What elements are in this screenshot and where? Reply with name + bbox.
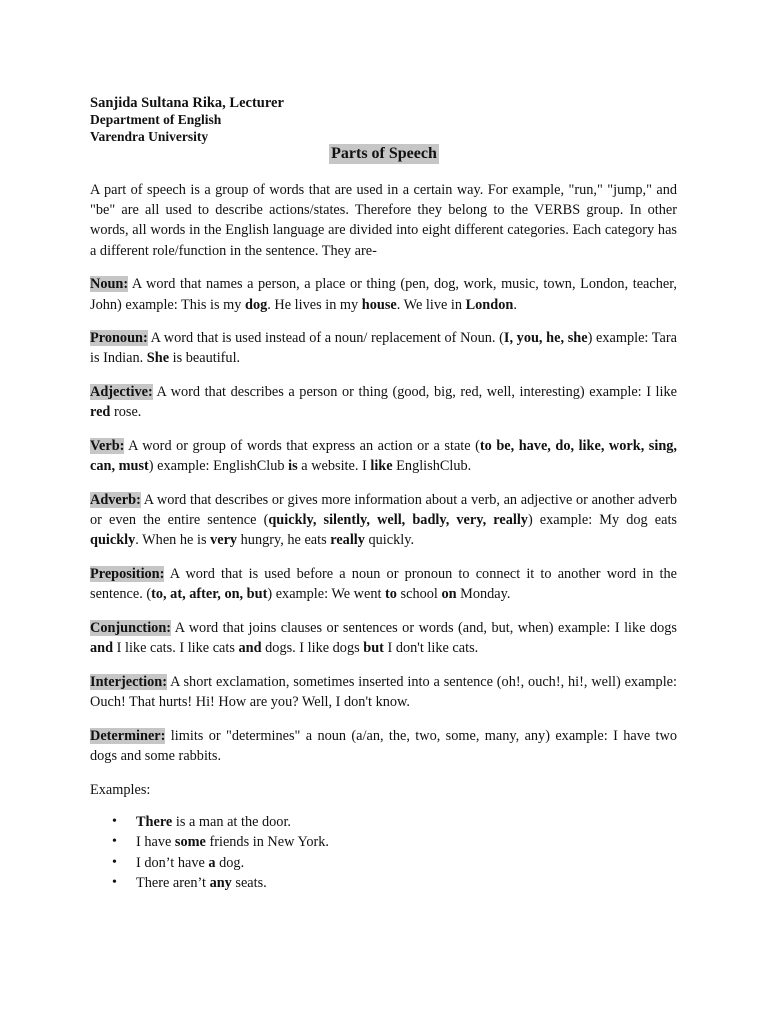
text-run: . <box>513 296 517 313</box>
examples-list <box>90 812 677 894</box>
text-run: . When he is <box>135 532 211 549</box>
bold-text: red <box>90 404 111 421</box>
text-run: ) example: My dog eats <box>527 512 677 529</box>
definition-paragraph <box>90 564 677 604</box>
definition-paragraph <box>90 382 677 422</box>
text-run: ) example: EnglishClub <box>148 458 289 475</box>
bold-text: really <box>330 532 365 549</box>
text-run: A word that describes a person or thing (good, big, red, well, interesting) example: I like <box>152 384 677 401</box>
text-run: A word that names a person, a place or thing (pen, dog, work, music, town, London, teacher, John) example: This is my <box>90 276 677 313</box>
document-body <box>90 180 677 894</box>
example-item <box>90 853 677 874</box>
definition-paragraph <box>90 490 677 551</box>
bullet-icon: • <box>112 813 117 829</box>
term-label: Pronoun: <box>90 330 148 347</box>
text-run: There aren’t <box>136 875 210 892</box>
text-run: limits or "determines" a noun (a/an, the, two, some, many, any) example: I have two dogs and some rabbits. <box>90 727 677 764</box>
bold-text: quickly <box>90 532 136 549</box>
text-run: hungry, he eats <box>237 532 331 549</box>
bold-text: but <box>363 640 384 657</box>
text-run: is beautiful. <box>169 350 241 367</box>
text-run: ) example: Tara is Indian. <box>90 330 677 367</box>
bold-text: a <box>208 854 216 871</box>
text-run: friends in New York. <box>205 834 329 851</box>
text-run: I don’t have <box>136 854 209 871</box>
text-run: dog. <box>215 854 245 871</box>
document-title: Parts of Speech <box>331 145 437 162</box>
bold-text: dog <box>245 296 268 313</box>
bold-text: and <box>238 640 262 657</box>
example-item <box>90 873 677 894</box>
bold-text: to, at, after, on, but <box>151 586 268 603</box>
text-run: school <box>396 586 442 603</box>
term-label: Conjunction: <box>90 619 172 636</box>
term-label: Determiner: <box>90 727 166 744</box>
text-run: A word that joins clauses or sentences or words (and, but, when) example: I like dogs <box>171 619 677 636</box>
bold-text: I, you, he, she <box>503 330 588 347</box>
text-run: is a man at the door. <box>172 813 291 830</box>
text-run: quickly. <box>364 532 415 549</box>
text-run: A word or group of words that express an action or a state ( <box>124 438 480 455</box>
term-label: Preposition: <box>90 566 165 583</box>
bold-text: is <box>288 458 298 475</box>
bold-text: London <box>465 296 514 313</box>
text-run: A word that is used before a noun or pronoun to connect it to another word in the sentence. ( <box>90 566 677 603</box>
university-name: Varendra University <box>90 128 209 144</box>
bullet-icon: • <box>112 854 117 870</box>
text-run: Monday. <box>456 586 511 603</box>
text-run: I don't like cats. <box>383 640 479 657</box>
bullet-icon: • <box>112 834 117 850</box>
bold-text: very <box>210 532 238 549</box>
term-label: Verb: <box>90 438 125 455</box>
department-name: Department of English <box>90 112 222 127</box>
bold-text: There <box>136 813 173 830</box>
text-run: ) example: We went <box>267 586 386 603</box>
bold-text: to be, have, do, like, work, sing, can, must <box>90 438 677 475</box>
intro-paragraph: A part of speech is a group of words that are used in a certain way. For example, "run," "jump," and "be" are all used to describe actions/states. Therefore they belong to the VERBS group. In other words, all words in the English language are divided into eight different categories. Each category has a different role/function in the sentence. They are- <box>90 182 677 259</box>
bold-text: like <box>370 458 393 475</box>
bold-text: She <box>146 350 170 367</box>
text-run: A short exclamation, sometimes inserted into a sentence (oh!, ouch!, hi!, well) example: Ouch! That hurts! Hi! How are you? Well, I don't know. <box>90 673 677 711</box>
bold-text: any <box>209 875 232 892</box>
author-name: Sanjida Sultana Rika, Lecturer <box>90 95 284 111</box>
parts-of-speech-list <box>90 274 677 766</box>
text-run: dogs. I like dogs <box>261 640 364 657</box>
text-run: rose. <box>110 404 142 421</box>
text-run: A word that describes or gives more information about a verb, an adjective or another adverb or even the entire sentence ( <box>90 491 677 529</box>
text-run: I like cats. I like cats <box>113 640 239 657</box>
text-run: . He lives in my <box>267 296 362 313</box>
definition-paragraph <box>90 726 677 766</box>
bold-text: some <box>174 834 206 851</box>
text-run: seats. <box>231 875 267 892</box>
term-label: Adverb: <box>90 491 141 508</box>
term-label: Interjection: <box>90 673 168 690</box>
bold-text: and <box>90 640 114 657</box>
text-run: A word that is used instead of a noun/ replacement of Noun. ( <box>147 330 504 347</box>
bullet-icon: • <box>112 875 117 891</box>
bold-text: house <box>361 296 397 313</box>
text-run: . We live in <box>396 296 466 313</box>
bold-text: on <box>441 586 457 603</box>
examples-label: Examples: <box>90 781 151 798</box>
author-header <box>90 94 284 145</box>
definition-paragraph <box>90 672 677 712</box>
bold-text: quickly, silently, well, badly, very, really <box>268 512 528 529</box>
bold-text: to <box>385 586 397 603</box>
text-run: a website. I <box>297 458 371 475</box>
example-item <box>90 812 677 833</box>
term-label: Adjective: <box>90 384 153 401</box>
definition-paragraph <box>90 274 677 314</box>
term-label: Noun: <box>90 276 129 293</box>
text-run: I have <box>136 834 175 851</box>
example-item <box>90 832 677 853</box>
definition-paragraph <box>90 618 677 658</box>
title-container <box>0 144 768 164</box>
definition-paragraph <box>90 436 677 476</box>
text-run: EnglishClub. <box>392 458 472 475</box>
definition-paragraph <box>90 328 677 368</box>
